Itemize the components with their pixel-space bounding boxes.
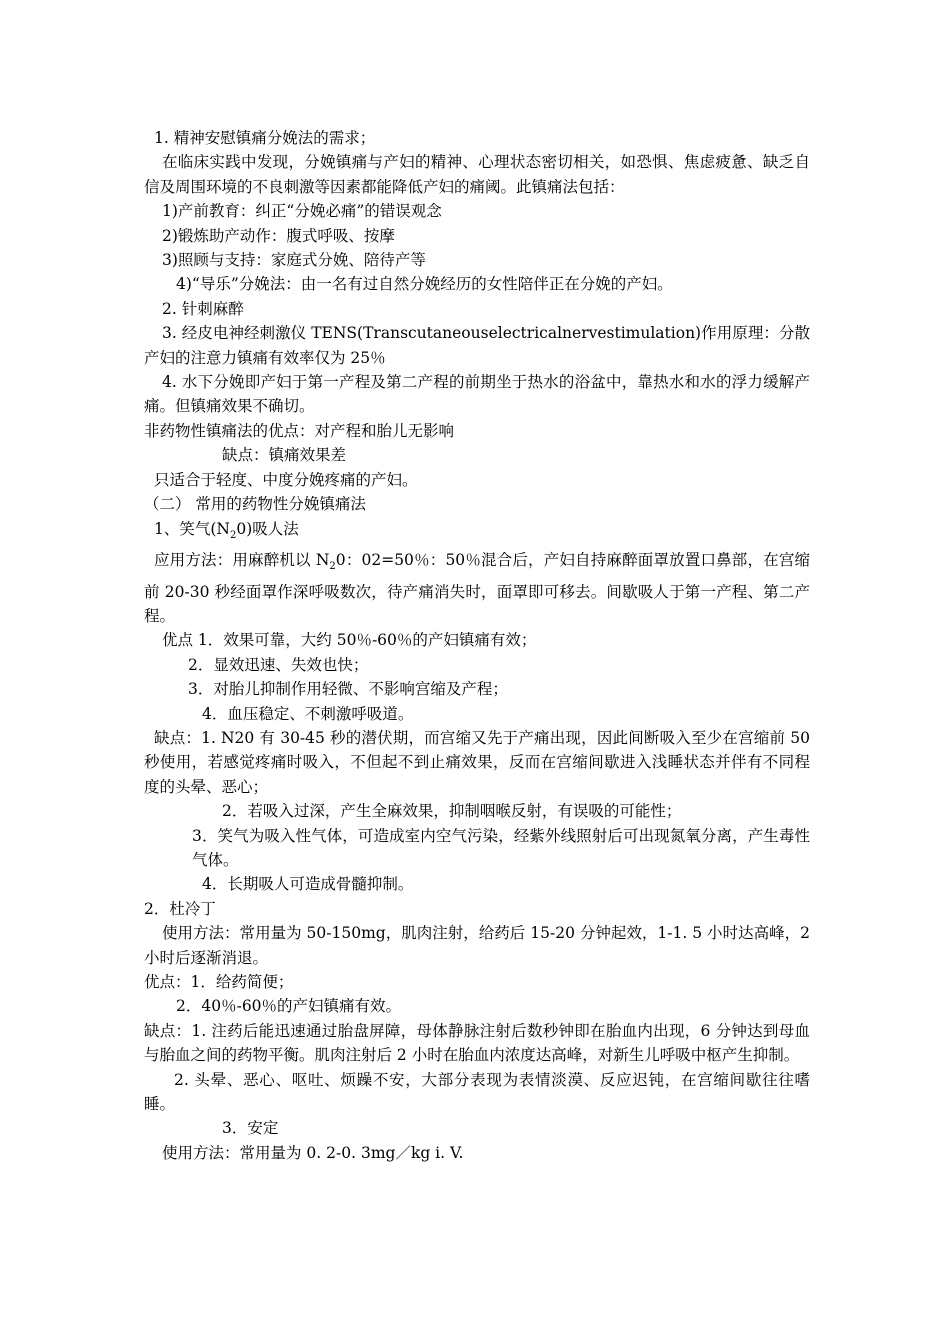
subscript-2: 2: [329, 561, 336, 573]
paragraph-water-birth: 4. 水下分娩即产妇于第一产程及第二产程的前期坐于热水的浴盆中，靠热水和水的浮力缓解产痛。但镇痛效果不确切。: [144, 373, 810, 416]
section-heading-drug-analgesia: （二） 常用的药物性分娩镇痛法: [144, 495, 366, 514]
paragraph-pethidine-method: 使用方法：常用量为 50-150mg，肌肉注射，给药后 15-20 分钟起效，1-1. 5 小时达高峰，2 小时后逐渐消退。: [144, 924, 810, 967]
pethidine-disadvantage-2: 2. 头晕、恶心、呕吐、烦躁不安，大部分表现为表情淡漠、反应迟钝，在宫缩间歇往往嗜睡。: [144, 1070, 810, 1114]
pethidine-advantage-2: 2．40％-60％的产妇镇痛有效。: [176, 997, 402, 1016]
heading-nitrous-oxide: [144, 517, 810, 549]
heading-diazepam: 3．安定: [222, 1119, 279, 1138]
nitrous-disadvantage-4: 4．长期吸人可造成骨髓抑制。: [202, 875, 414, 894]
paragraph-clinical-practice: 在临床实践中发现，分娩镇痛与产妇的精神、心理状态密切相关，如恐惧、焦虑疲惫、缺乏自信及周围环境的不良刺激等因素都能降低产妇的痛阈。此镇痛法包括：: [144, 153, 810, 196]
disadvantage-3-text: 3．笑气为吸入性气体，可造成室内空气污染，经紫外线照射后可出现氮氧分离，产生毒性气体。: [192, 826, 810, 869]
paragraph-nitrous-method: [144, 548, 810, 628]
nitrous-disadvantage-1: 缺点：1. N20 有 30-45 秒的潜伏期，而宫缩又先于产痛出现，因此间断吸入至少在宫缩前 50 秒使用，若感觉疼痛时吸入，不但起不到止痛效果，反而在宫缩间歇进入浅睡状态并伴有不同程度的头晕、恶心；: [144, 728, 810, 796]
list-item-doula: 4)“导乐”分娩法：由一名有过自然分娩经历的女性陪伴正在分娩的产妇。: [176, 275, 673, 294]
nitrous-disadvantage-2: 2．若吸入过深，产生全麻效果，抑制咽喉反射，有误吸的可能性；: [222, 802, 682, 821]
non-drug-disadvantages: 缺点：镇痛效果差: [222, 446, 347, 465]
list-item-exercise: 2)锻炼助产动作：腹式呼吸、按摩: [162, 226, 395, 245]
nitrous-advantage-4: 4．血压稳定、不刺激呼吸道。: [202, 704, 414, 723]
paragraph-diazepam-method: 使用方法：常用量为 0. 2-0. 3mg／kg i. V.: [162, 1143, 464, 1162]
heading-acupuncture: 2. 针刺麻醉: [162, 299, 244, 318]
paragraph-tens: 3. 经皮电神经刺激仪 TENS(Transcutaneouselectricalnervestimulation)作用原理：分散产妇的注意力镇痛有效率仅为 25％: [144, 324, 810, 367]
pethidine-advantage-1: 优点：1．给药简便；: [144, 973, 294, 991]
heading-text-part2: 0)吸人法: [236, 519, 299, 538]
list-item-prenatal-education: 1)产前教育：纠正“分娩必痛”的错误观念: [162, 202, 442, 221]
nitrous-advantage-1: 优点 1．效果可靠，大约 50％-60％的产妇镇痛有效；: [162, 631, 537, 650]
heading-pethidine: 2．杜冷丁: [144, 899, 216, 918]
heading-mental-analgesia: 1. 精神安慰镇痛分娩法的需求；: [154, 129, 376, 147]
method-text-part2: 0：02=50％：50％混合后，产妇自持麻醉面罩放置口鼻部，在宫缩前 20-30 秒经面罩作深呼吸数次，待产痛消失时，面罩即可移去。间歇吸人于第一产程、第二产程。: [144, 551, 810, 625]
heading-text-part1: 1、笑气(N: [154, 519, 230, 538]
subscript-2: 2: [229, 529, 237, 541]
method-text-part1: 应用方法：用麻醉机以 N: [154, 551, 330, 569]
list-item-care-support: 3)照顾与支持：家庭式分娩、陪待产等: [162, 251, 426, 270]
non-drug-suitability: 只适合于轻度、中度分娩疼痛的产妇。: [154, 470, 418, 489]
document-body: [144, 126, 810, 1165]
non-drug-advantages: 非药物性镇痛法的优点：对产程和胎儿无影响: [144, 421, 455, 440]
nitrous-advantage-2: 2．显效迅速、失效也快；: [188, 655, 369, 674]
nitrous-advantage-3: 3．对胎儿抑制作用轻微、不影响宫缩及产程；: [188, 680, 508, 699]
pethidine-disadvantage-1: 缺点：1. 注药后能迅速通过胎盘屏障，母体静脉注射后数秒钟即在胎血内出现，6 分钟达到母血与胎血之间的药物平衡。肌肉注射后 2 小时在胎血内浓度达高峰，对新生儿呼吸中枢产生抑制。: [144, 1021, 810, 1065]
nitrous-disadvantage-3: [144, 824, 810, 873]
